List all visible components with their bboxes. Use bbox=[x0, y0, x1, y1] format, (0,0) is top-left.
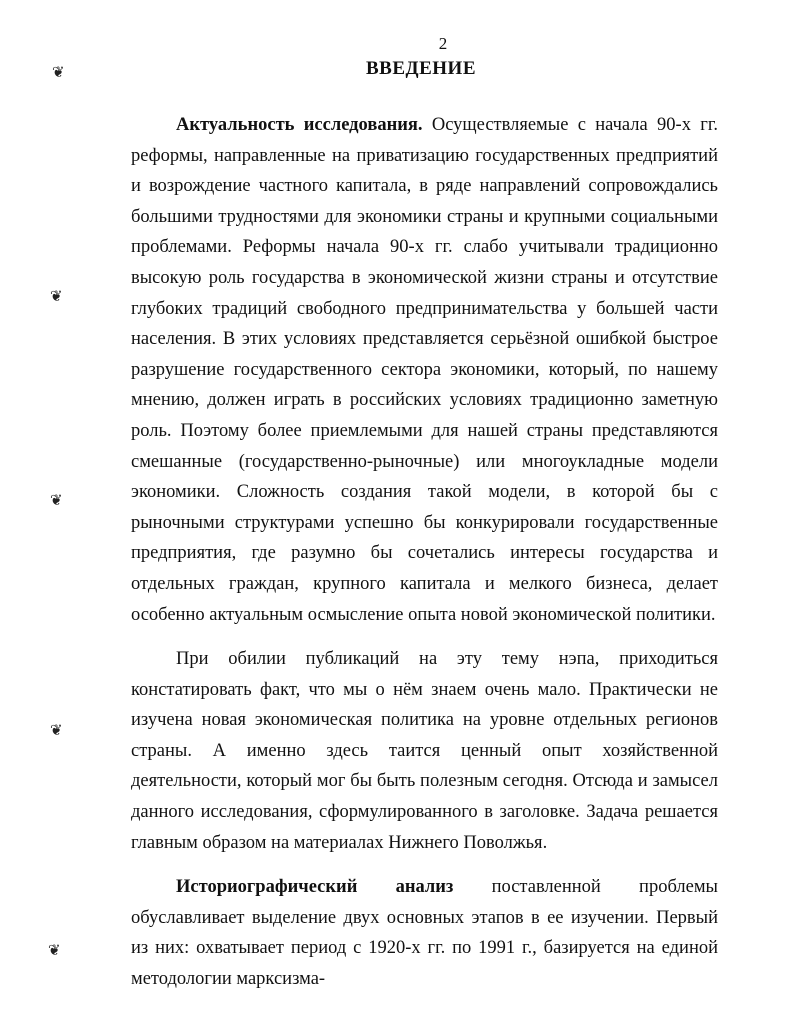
paragraph-scope bbox=[131, 644, 718, 858]
paragraph-text: Осуществляемые с начала 90-х гг. реформы, направленные на приватизацию государственных предприятий и возрождение частного капитала, в ряде направлений сопровождались большими трудностями для экономики страны и крупными социальными проблемами. Реформы начала 90-х гг. слабо учитывали традиционно высокую роль государства в экономической жизни страны и отсутствие глубоких традиций свободного предпринимательства у большей части населения. В этих условиях представляется серьёзной ошибкой быстрое разрушение государственного сектора экономики, который, по нашему мнению, должен играть в российских условиях традиционно заметную роль. Поэтому более приемлемыми для нашей страны представляются смешанные (государственно-рыночные) или многоукладные модели экономики. Сложность создания такой модели, в которой бы с рыночными структурами успешно бы конкурировали государственные предприятия, где разумно бы сочетались интересы государства и отдельных граждан, крупного капитала и мелкого бизнеса, делает особенно актуальным осмысление опыта новой экономической политики. bbox=[131, 115, 718, 625]
paragraph-text: поставленной проблемы обуславливает выделение двух основных этапов в ее изучении. Первый из них: охватывает период с 1920-х гг. по 1991 г., базируется на единой методологии марксизма- bbox=[131, 877, 718, 990]
margin-mark-icon: ❦ bbox=[48, 943, 61, 959]
margin-mark-icon: ❦ bbox=[52, 65, 65, 81]
page-title: ВВЕДЕНИЕ bbox=[366, 58, 476, 79]
margin-mark-icon: ❦ bbox=[50, 289, 63, 305]
margin-mark-icon: ❦ bbox=[50, 723, 63, 739]
paragraph-text: При обилии публикаций на эту тему нэпа, приходиться констатировать факт, что мы о нём знаем очень мало. Практически не изучена новая экономическая политика на уровне отдельных регионов страны. А именно здесь таится ценный опыт хозяйственной деятельности, который мог бы быть полезным сегодня. Отсюда и замысел данного исследования, сформулированного в заголовке. Задача решается главным образом на материалах Нижнего Поволжья. bbox=[131, 649, 718, 853]
body-text bbox=[131, 110, 718, 995]
paragraph-relevance bbox=[131, 110, 718, 630]
paragraph-lead-in: Историографический анализ bbox=[176, 877, 454, 898]
page-number: 2 bbox=[438, 34, 448, 53]
paragraph-historiography bbox=[131, 872, 718, 994]
margin-mark-icon: ❦ bbox=[50, 493, 63, 509]
paragraph-lead-in: Актуальность исследования. bbox=[176, 115, 423, 135]
